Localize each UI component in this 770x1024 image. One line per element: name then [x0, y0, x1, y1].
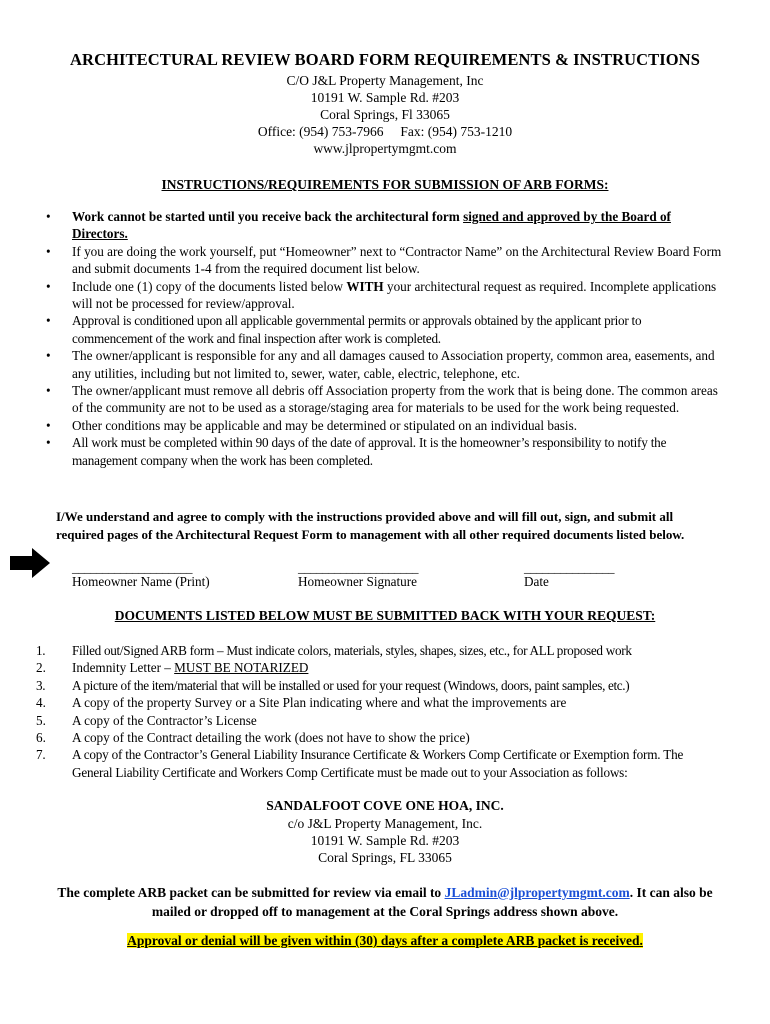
agreement-text: I/We understand and agree to comply with the instructions provided above and will fill out, sign, and submit all required pages of the Architectural Request Form to management with all other required documents listed below.	[56, 509, 685, 542]
header-company: C/O J&L Property Management, Inc	[286, 73, 484, 88]
list-item: 6. A copy of the Contract detailing the work (does not have to show the price)	[36, 730, 470, 746]
list-item: • All work must be completed within 90 days of the date of approval. It is the homeowner’s responsibility to notify the management company when the work has been completed.	[46, 435, 667, 468]
right-arrow-icon	[10, 548, 50, 578]
approval-notice-text: Approval or denial will be given within (30) days after a complete ARB packet is received.	[127, 933, 643, 948]
list-item: 7. A copy of the Contractor’s General Liability Insurance Certificate & Workers Comp Certificate or Exemption form. The General Liability Certificate and Workers Comp Certificate must be made out to your Association as follows:	[36, 747, 684, 780]
homeowner-name-label: Homeowner Name (Print)	[72, 574, 210, 589]
list-item: • Other conditions may be applicable and may be determined or stipulated on an individual basis.	[46, 417, 578, 433]
list-item: • If you are doing the work yourself, put “Homeowner” next to “Contractor Name” on the Architectural Review Board Form and submit documents 1-4 from the required document list below.	[46, 243, 722, 277]
submission-instructions: The complete ARB packet can be submitted for review via email to JLadmin@jlpropertymgmt.com. It can also be mailed or dropped off to management at the Coral Springs address shown above.	[57, 885, 713, 919]
list-item: • Include one (1) copy of the documents listed below WITH your architectural request as required. Incomplete applications will not be processed for review/approval.	[46, 278, 717, 312]
list-item: • The owner/applicant must remove all debris off Association property from the work that is being done. The common areas of the community are not to be used as a storage/staging area for materials to be used for the work being requested.	[46, 383, 718, 416]
page-title: ARCHITECTURAL REVIEW BOARD FORM REQUIREMENTS & INSTRUCTIONS	[70, 50, 700, 69]
date-line[interactable]: _______________	[524, 560, 614, 575]
association-care-of: c/o J&L Property Management, Inc.	[287, 816, 483, 831]
name-signature-line[interactable]: ____________________	[72, 560, 192, 575]
list-item: • The owner/applicant is responsible for any and all damages caused to Association property, common area, easements, and any utilities, including but not limited to, sewer, water, cable, electric, telephone, etc.	[46, 348, 715, 381]
list-item: • Work cannot be started until you receive back the architectural form signed and approved by the Board of Directors.	[46, 209, 671, 242]
approval-notice	[0, 933, 770, 949]
association-city: Coral Springs, FL 33065	[318, 850, 452, 865]
instructions-list	[42, 208, 722, 469]
homeowner-signature-label: Homeowner Signature	[298, 574, 418, 589]
instructions-heading: INSTRUCTIONS/REQUIREMENTS FOR SUBMISSION OF ARB FORMS:	[161, 177, 609, 192]
list-item: 2. Indemnity Letter – MUST BE NOTARIZED	[36, 660, 309, 676]
header-website: www.jlpropertymgmt.com	[313, 141, 457, 156]
association-street: 10191 W. Sample Rd. #203	[310, 833, 460, 848]
list-item: 4. A copy of the property Survey or a Site Plan indicating where and what the improvements are	[36, 695, 567, 711]
documents-heading: DOCUMENTS LISTED BELOW MUST BE SUBMITTED BACK WITH YOUR REQUEST:	[114, 608, 656, 623]
list-item: 5. A copy of the Contractor’s License	[36, 712, 257, 728]
signature-line[interactable]: ____________________	[298, 560, 418, 575]
date-label: Date	[524, 574, 549, 589]
header-phones: Office: (954) 753-7966 Fax: (954) 753-1210	[257, 124, 513, 139]
documents-list	[36, 642, 726, 781]
list-item: • Approval is conditioned upon all applicable governmental permits or approvals obtained by the applicant prior to commencement of the work and final inspection after work is completed.	[46, 313, 642, 346]
email-link[interactable]: JLadmin@jlpropertymgmt.com	[444, 885, 630, 900]
list-item: 3. A picture of the item/material that will be installed or used for your request (Windows, doors, paint samples, etc.)	[36, 677, 630, 693]
list-item: 1. Filled out/Signed ARB form – Must indicate colors, materials, styles, shapes, sizes, etc., for ALL proposed work	[36, 643, 632, 658]
header-street: 10191 W. Sample Rd. #203	[310, 90, 460, 105]
header-city: Coral Springs, Fl 33065	[320, 107, 450, 122]
association-name: SANDALFOOT COVE ONE HOA, INC.	[266, 798, 504, 813]
